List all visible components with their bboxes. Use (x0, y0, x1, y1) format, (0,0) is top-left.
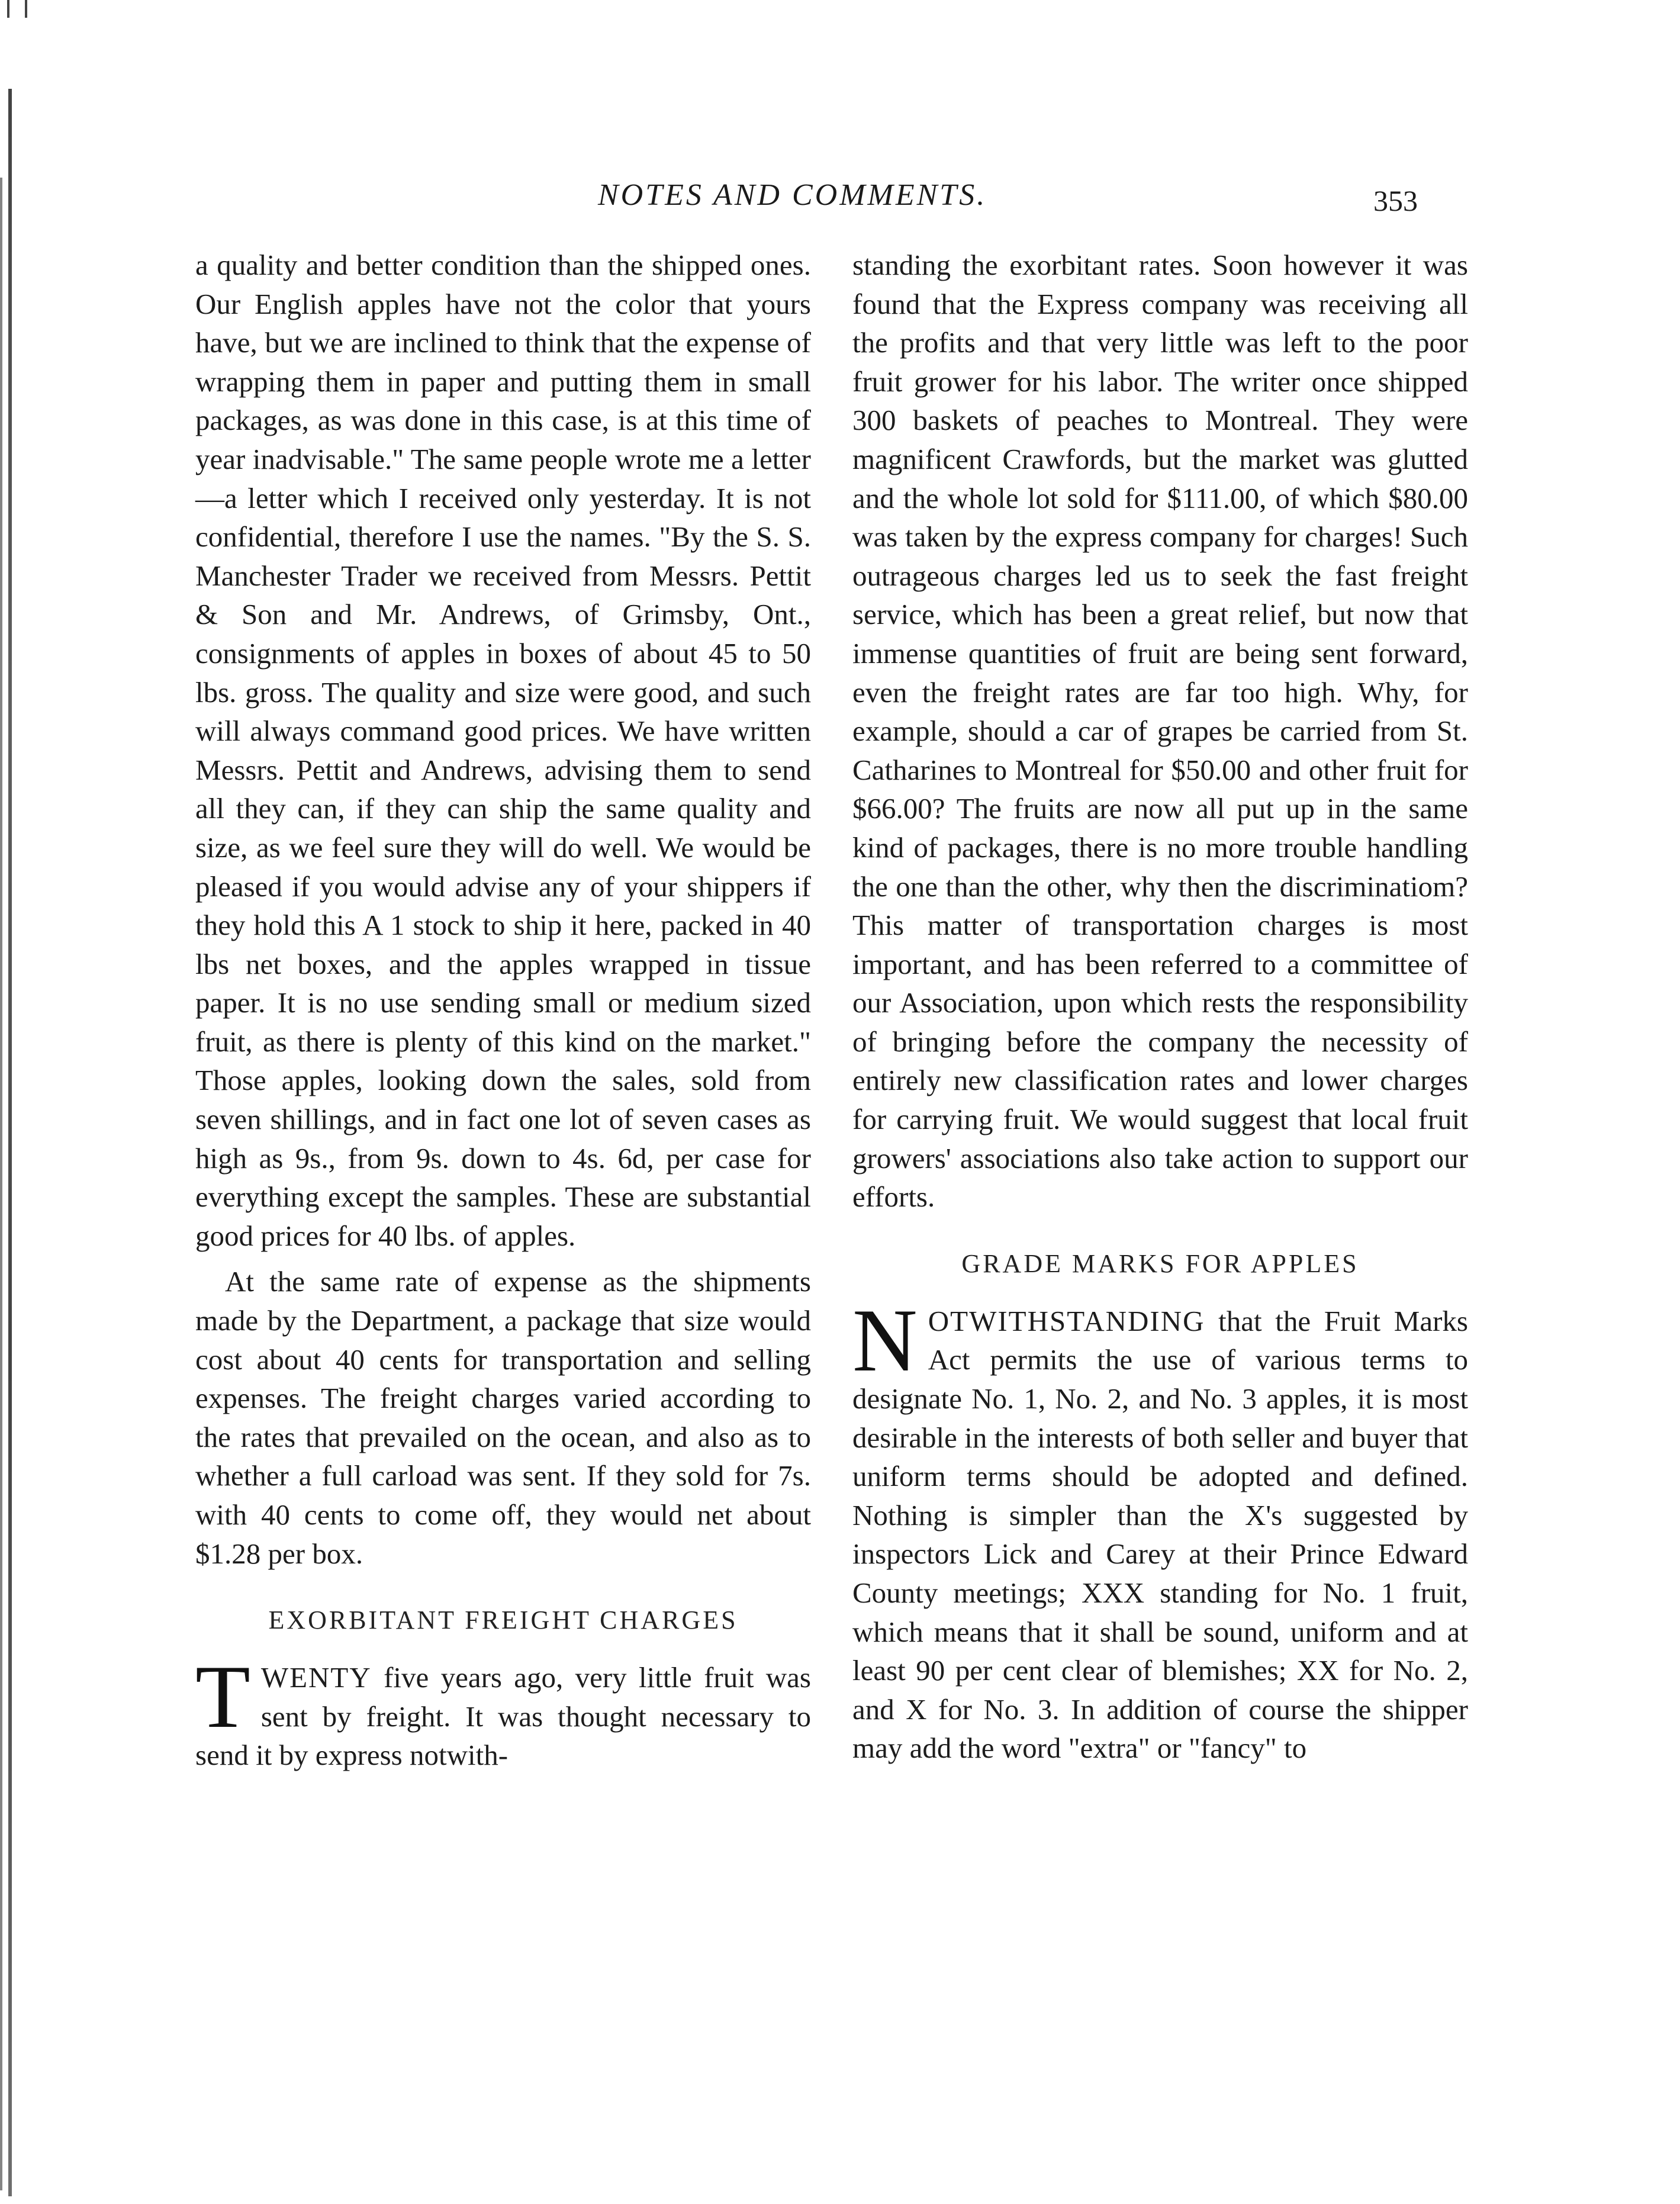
scan-edge (8, 89, 12, 2196)
body-paragraph: a quality and better condition than the shipped ones. Our English apples have not the color that yours have, but we are inclined to think that the expense of wrapping them in paper and putting them in small packages, as was done in this case, is at this time of year inadvisable." The same people wrote me a letter—a letter which I received only yesterday. It is not confidential, therefore I use the names. "By the S. S. Manchester Trader we received from Messrs. Pettit & Son and Mr. Andrews, of Grimsby, Ont., consignments of apples in boxes of about 45 to 50 lbs. gross. The quality and size were good, and such will always command good prices. We have written Messrs. Pettit and Andrews, advising them to send all they can, if they can ship the same quality and size, as we feel sure they will do well. We would be pleased if you would advise any of your shippers if they hold this A 1 stock to ship it here, packed in 40 lbs net boxes, and the apples wrapped in tissue paper. It is no use sending small or medium sized fruit, as there is plenty of this kind on the market." Those apples, looking down the sales, sold from seven shillings, and in fact one lot of seven cases as high as 9s., from 9s. down to 4s. 6d, per case for everything except the samples. These are substantial good prices for 40 lbs. of apples. (195, 249, 811, 1252)
scan-mark (7, 0, 9, 18)
paragraph-text: five years ago, very little fruit was sent by freight. It was thought necessary to send it by express notwith- (195, 1661, 811, 1772)
section-heading: EXORBITANT FREIGHT CHARGES (268, 1605, 738, 1635)
left-column (195, 246, 811, 1775)
scan-mark (25, 0, 27, 18)
section-heading: GRADE MARKS FOR APPLES (961, 1249, 1359, 1278)
body-paragraph (195, 1647, 811, 1775)
body-paragraph (852, 1290, 1468, 1768)
paragraph-text: that the Fruit Marks Act permits the use of various terms to designate No. 1, No. 2, and No. 3 apples, it is most desirable in the interests of both seller and buyer that uniform terms should be adopted and defined. Nothing is simpler than the X's suggested by inspectors Lick and Carey at their Prince Edward County meetings; XXX standing for No. 1 fruit, which means that it shall be sound, uniform and at least 90 per cent clear of blemishes; XX for No. 2, and X for No. 3. In addition of course the shipper may add the word "extra" or "fancy" to (852, 1304, 1468, 1765)
page-number: 353 (1373, 184, 1418, 217)
body-paragraph: standing the exorbitant rates. Soon however it was found that the Express company was receiving all the profits and that very little was left to the poor fruit grower for his labor. The writer once shipped 300 baskets of peaches to Montreal. They were magnificent Crawfords, but the market was glutted and the whole lot sold for $111.00, of which $80.00 was taken by the express company for charges! Such outrageous charges led us to seek the fast freight service, which has been a great relief, but now that immense quantities of fruit are being sent forward, even the freight rates are far too high. Why, for example, should a car of grapes be carried from St. Catharines to Montreal for $50.00 and other fruit for $66.00? The fruits are now all put up in the same kind of packages, there is no more trouble handling the one than the other, why then the discriminatiom? This matter of transportation charges is most important, and has been referred to a committee of our Association, upon which rests the responsibility of bringing before the company the necessity of entirely new classification rates and lower charges for carrying fruit. We would suggest that local fruit growers' associations also take action to support our efforts. (852, 249, 1468, 1214)
right-column (852, 246, 1468, 1768)
lead-word: WENTY (260, 1661, 372, 1694)
drop-cap: T (195, 1647, 250, 1747)
running-title: NOTES AND COMMENTS. (598, 178, 987, 212)
drop-cap: N (852, 1290, 918, 1390)
lead-word: OTWITHSTANDING (928, 1304, 1205, 1337)
scan-edge (0, 178, 2, 2190)
body-paragraph: At the same rate of expense as the shipments made by the Department, a package that size would cost about 40 cents for transportation and selling expenses. The freight charges varied according to the rates that prevailed on the ocean, and also as to whether a full carload was sent. If they sold for 7s. with 40 cents to come off, they would net about $1.28 per box. (195, 1265, 811, 1570)
